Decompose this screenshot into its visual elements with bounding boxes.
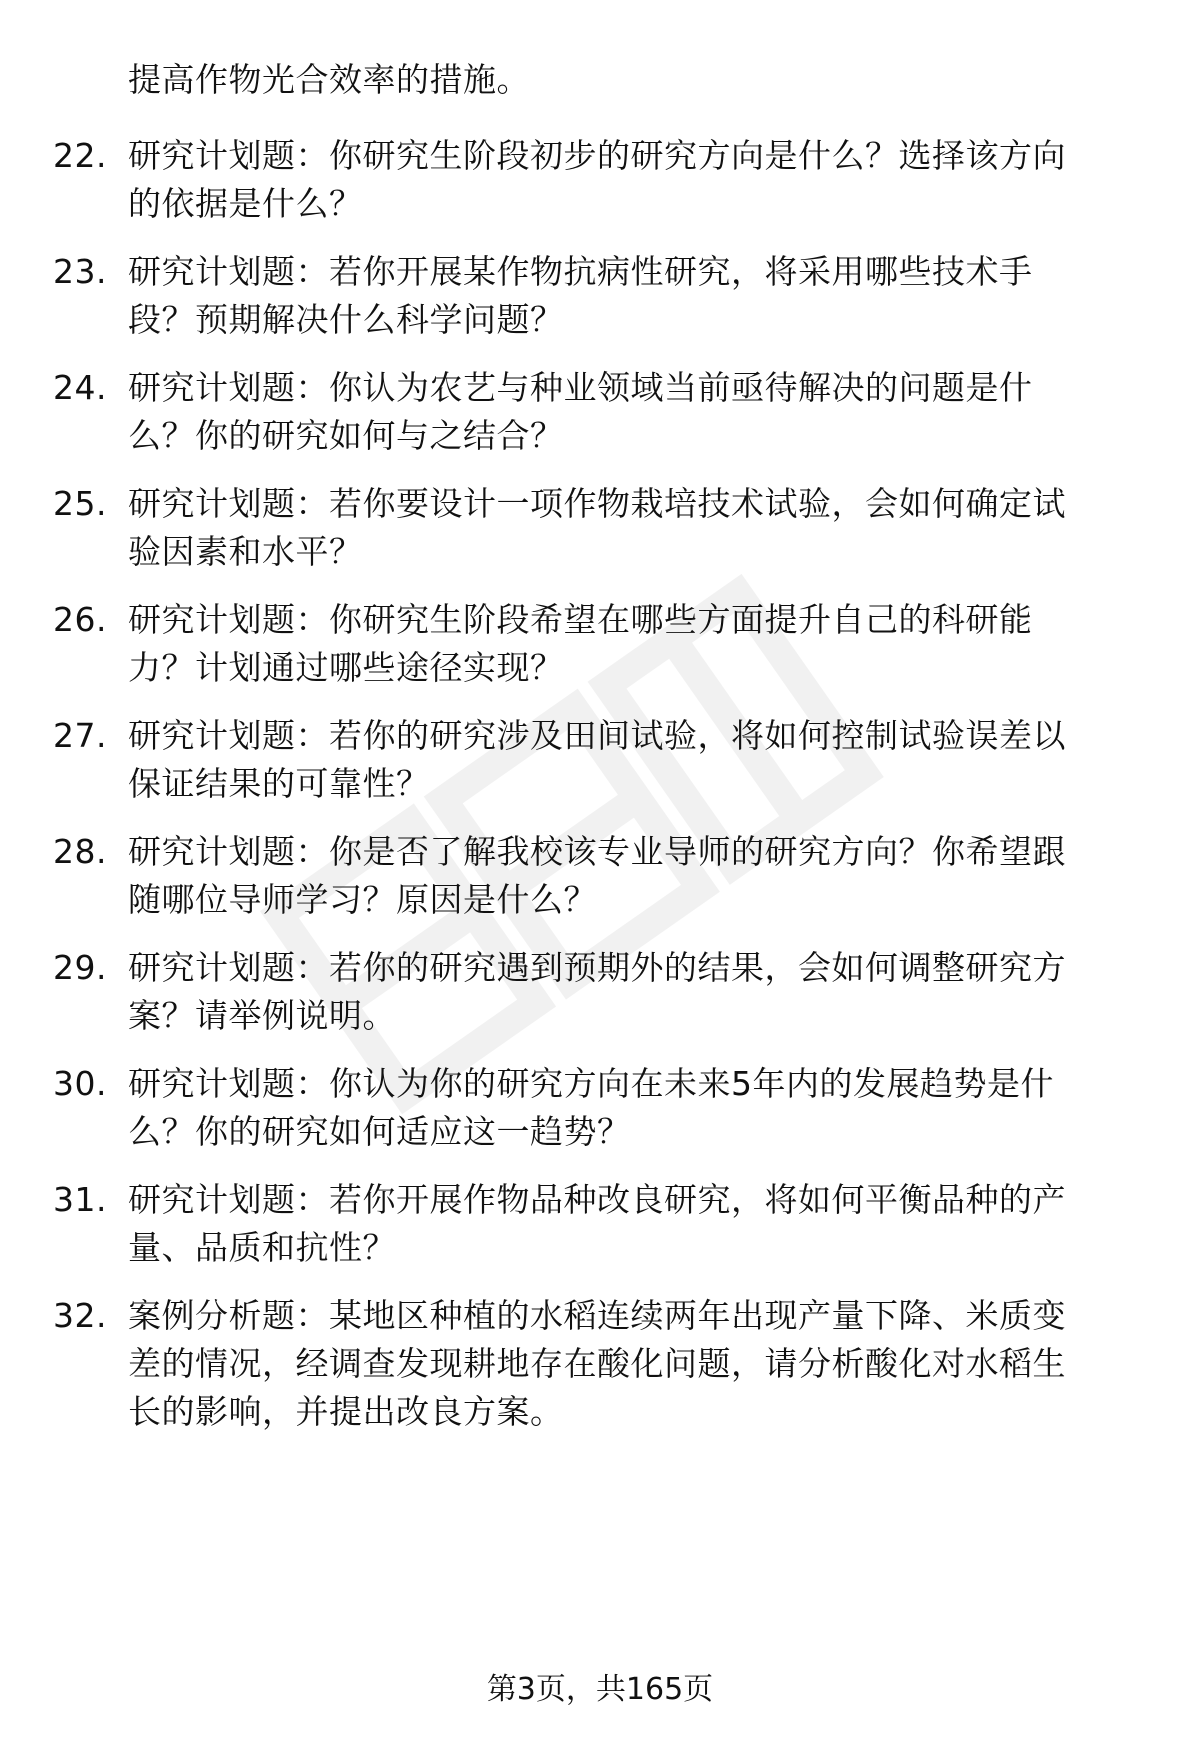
question-line: 随哪位导师学习？原因是什么？ [128, 880, 597, 919]
question-number: 31. [53, 1180, 107, 1219]
question-number: 32. [53, 1296, 107, 1335]
question-text [128, 828, 1148, 924]
question-line: 研究计划题：你认为农艺与种业领域当前亟待解决的问题是什 [128, 368, 1033, 407]
question-number: 30. [53, 1064, 107, 1103]
question-line: 么？你的研究如何适应这一趋势？ [128, 1112, 631, 1151]
question-line: 力？计划通过哪些途径实现？ [128, 648, 564, 687]
question-number: 26. [53, 600, 107, 639]
question-line: 验因素和水平？ [128, 532, 363, 571]
question-text [128, 596, 1148, 692]
question-line: 案？请举例说明。 [128, 996, 396, 1035]
question-text [128, 1060, 1148, 1156]
question-line: 的依据是什么？ [128, 184, 363, 223]
question-text [128, 480, 1148, 576]
question-line: 研究计划题：你是否了解我校该专业导师的研究方向？你希望跟 [128, 832, 1066, 871]
question-line: 研究计划题：若你要设计一项作物栽培技术试验，会如何确定试 [128, 484, 1066, 523]
question-text [128, 944, 1148, 1040]
question-line: 研究计划题：你认为你的研究方向在未来5年内的发展趋势是什 [128, 1064, 1054, 1103]
question-line: 研究计划题：若你的研究涉及田间试验，将如何控制试验误差以 [128, 716, 1066, 755]
question-number: 23. [53, 252, 107, 291]
question-line: 差的情况，经调查发现耕地存在酸化问题，请分析酸化对水稻生 [128, 1344, 1066, 1383]
question-line: 研究计划题：你研究生阶段希望在哪些方面提升自己的科研能 [128, 600, 1033, 639]
question-line: 段？预期解决什么科学问题？ [128, 300, 564, 339]
question-text [128, 364, 1148, 460]
question-number: 22. [53, 136, 107, 175]
continuation-text: 提高作物光合效率的措施。 [128, 60, 530, 99]
question-number: 27. [53, 716, 107, 755]
question-line: 案例分析题：某地区种植的水稻连续两年出现产量下降、米质变 [128, 1296, 1066, 1335]
question-line: 研究计划题：若你的研究遇到预期外的结果，会如何调整研究方 [128, 948, 1066, 987]
question-line: 研究计划题：若你开展作物品种改良研究，将如何平衡品种的产 [128, 1180, 1066, 1219]
question-line: 长的影响，并提出改良方案。 [128, 1392, 564, 1431]
question-line: 研究计划题：你研究生阶段初步的研究方向是什么？选择该方向 [128, 136, 1066, 175]
question-text [128, 1176, 1148, 1272]
question-line: 量、品质和抗性？ [128, 1228, 396, 1267]
question-line: 研究计划题：若你开展某作物抗病性研究，将采用哪些技术手 [128, 252, 1033, 291]
question-text [128, 248, 1148, 344]
question-number: 28. [53, 832, 107, 871]
page-footer: 第3页，共165页 [486, 1672, 714, 1707]
question-number: 29. [53, 948, 107, 987]
question-line: 么？你的研究如何与之结合？ [128, 416, 564, 455]
question-text [128, 1292, 1148, 1436]
question-number: 24. [53, 368, 107, 407]
question-text [128, 712, 1148, 808]
question-number: 25. [53, 484, 107, 523]
question-text [128, 132, 1148, 228]
question-line: 保证结果的可靠性？ [128, 764, 430, 803]
